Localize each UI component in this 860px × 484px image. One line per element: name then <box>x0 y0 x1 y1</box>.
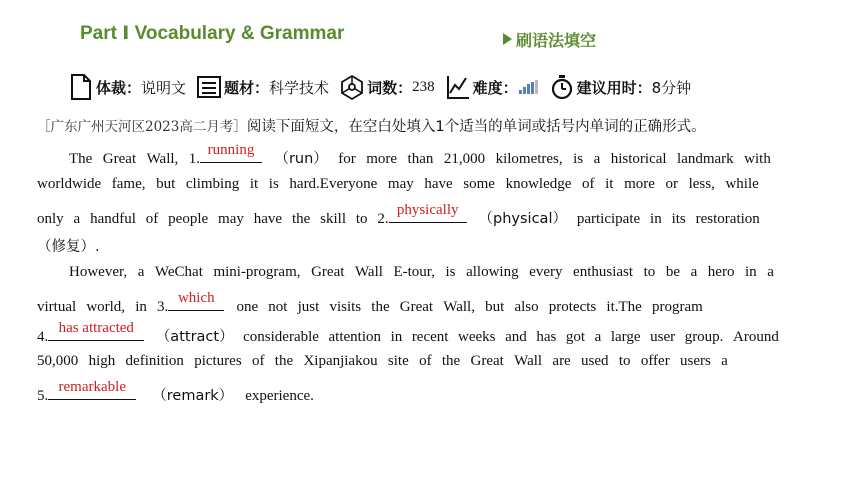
question-number: 5. <box>37 388 49 404</box>
topic-value: 科学技术 <box>269 78 330 97</box>
word: group. <box>684 329 724 345</box>
word: Great <box>311 264 345 280</box>
difficulty-bar <box>527 84 530 94</box>
word: of <box>145 211 159 227</box>
word: a <box>137 264 145 280</box>
word: Great <box>470 353 504 369</box>
difficulty-bar <box>531 82 534 94</box>
question-number: 3. <box>157 299 169 315</box>
question-number: 4. <box>37 329 49 345</box>
word: offer <box>640 353 670 369</box>
word: a <box>594 329 602 345</box>
word: pictures <box>194 353 242 369</box>
meta-genre <box>68 73 186 101</box>
word: Great <box>399 299 434 315</box>
word: to <box>618 353 631 369</box>
blank-2 <box>377 202 468 228</box>
word: attention <box>328 329 382 345</box>
word: Wall, <box>146 151 179 167</box>
word: is <box>268 176 279 192</box>
word: users <box>680 353 711 369</box>
word: a <box>593 151 601 167</box>
word: in <box>135 299 147 315</box>
word: protects <box>548 299 597 315</box>
word: just <box>297 299 320 315</box>
word: definition <box>125 353 184 369</box>
word: have <box>253 211 283 227</box>
word: the <box>371 299 390 315</box>
word: for <box>338 151 356 167</box>
word-hint: （run） <box>274 151 328 167</box>
time-value: 8分钟 <box>651 78 692 97</box>
word: mini-program, <box>213 264 301 280</box>
word: virtual <box>37 299 77 315</box>
word: has <box>536 329 557 345</box>
meta-difficulty <box>445 73 539 101</box>
word: The <box>69 151 93 167</box>
words-label: 词数： <box>367 78 413 97</box>
word: also <box>514 299 539 315</box>
word: WeChat <box>154 264 203 280</box>
word: Wall <box>354 264 383 280</box>
word: （attract） <box>155 329 234 345</box>
topic-label: 题材： <box>224 78 270 97</box>
difficulty-bar <box>523 87 526 94</box>
answer-text: physically <box>396 202 459 218</box>
passage-line <box>37 176 759 193</box>
word: high <box>88 353 116 369</box>
chart-icon <box>445 73 471 101</box>
word: with <box>744 151 771 167</box>
word: However, <box>69 264 128 280</box>
answer-blank[interactable] <box>200 142 262 163</box>
difficulty-bar <box>535 80 538 94</box>
passage-meta <box>68 70 788 104</box>
word: the <box>274 353 294 369</box>
answer-text: has attracted <box>58 320 134 336</box>
section-tag <box>503 28 596 51</box>
word: user <box>650 329 676 345</box>
play-triangle-icon <box>503 33 512 45</box>
passage-line <box>37 379 314 405</box>
word: but <box>485 299 505 315</box>
word: in <box>390 329 403 345</box>
word: fame, <box>111 176 146 192</box>
word: of <box>419 353 432 369</box>
word: less, <box>688 176 715 192</box>
word: 21,000 <box>443 151 486 167</box>
word: in <box>650 211 662 227</box>
word: the <box>291 211 311 227</box>
passage-line <box>69 142 771 168</box>
answer-blank[interactable] <box>48 320 144 341</box>
word: a <box>767 264 774 280</box>
word: considerable <box>243 329 319 345</box>
instruction-text: 阅读下面短文，在空白处填入1个适当的单词或括号内单词的正确形式。 <box>246 119 706 135</box>
word: （physical） <box>478 211 567 227</box>
word: in <box>745 264 757 280</box>
word: climbing <box>185 176 240 192</box>
word: and <box>505 329 527 345</box>
word: historical <box>610 151 667 167</box>
word: people <box>168 211 209 227</box>
word: of <box>582 176 595 192</box>
section-tag-label: 刷语法填空 <box>516 31 597 50</box>
word: of <box>251 353 265 369</box>
exercise-source <box>37 115 706 136</box>
word: participate <box>576 211 641 227</box>
word: experience. <box>245 388 314 404</box>
word: 50,000 <box>37 353 79 369</box>
word: than <box>407 151 434 167</box>
word: it.The <box>606 299 642 315</box>
answer-text: running <box>207 142 255 158</box>
passage-line <box>69 264 774 281</box>
answer-text: which <box>177 290 215 306</box>
word: to <box>643 264 656 280</box>
word: E-tour, <box>393 264 435 280</box>
genre-label: 体裁： <box>96 78 142 97</box>
word: Wall <box>514 353 543 369</box>
word: skill <box>320 211 346 227</box>
list-icon <box>196 73 222 101</box>
word: hero <box>707 264 735 280</box>
answer-blank[interactable] <box>389 202 467 223</box>
word: Around <box>733 329 779 345</box>
word: program <box>651 299 703 315</box>
meta-words <box>339 73 435 101</box>
word: is <box>573 151 584 167</box>
word: its <box>671 211 686 227</box>
word: be <box>665 264 680 280</box>
word: it <box>605 176 614 192</box>
document-icon <box>68 73 94 101</box>
word: are <box>552 353 571 369</box>
answer-blank[interactable] <box>168 290 224 311</box>
section-title: Part Ⅰ Vocabulary & Grammar <box>80 23 345 44</box>
word: used <box>581 353 609 369</box>
time-label: 建议用时： <box>576 78 652 97</box>
word: the <box>441 353 461 369</box>
word: but <box>156 176 176 192</box>
word: to <box>355 211 368 227</box>
word: landmark <box>677 151 734 167</box>
word: while <box>725 176 759 192</box>
word: some <box>463 176 495 192</box>
word: handful <box>90 211 136 227</box>
word: is <box>445 264 456 280</box>
difficulty-bars <box>519 80 539 94</box>
word: large <box>610 329 641 345</box>
word: one <box>236 299 259 315</box>
word: more <box>624 176 655 192</box>
meta-time <box>549 73 692 101</box>
passage-line <box>37 320 779 346</box>
passage-line <box>37 235 100 256</box>
word: not <box>268 299 288 315</box>
word: have <box>424 176 453 192</box>
word: recent <box>411 329 449 345</box>
passage-line <box>37 290 703 316</box>
word: restoration <box>695 211 760 227</box>
difficulty-label: 难度： <box>472 78 518 97</box>
answer-text: remarkable <box>58 379 126 395</box>
question-number: 1. <box>188 151 200 167</box>
word: site <box>387 353 409 369</box>
word: may <box>218 211 244 227</box>
word-hint: （remark） <box>152 388 234 404</box>
blank-4 <box>37 320 146 346</box>
difficulty-bar <box>519 90 522 94</box>
word: knowledge <box>505 176 572 192</box>
blank-3 <box>157 290 226 316</box>
blank-5 <box>37 379 138 405</box>
stopwatch-icon <box>549 73 575 101</box>
genre-value: 说明文 <box>141 78 187 97</box>
question-number: 2. <box>377 211 389 227</box>
answer-blank[interactable] <box>48 379 136 400</box>
word: more <box>366 151 398 167</box>
word: enthusiast <box>573 264 634 280</box>
word: or <box>665 176 678 192</box>
word: （修复）. <box>37 239 100 255</box>
word: a <box>721 353 728 369</box>
word: world, <box>86 299 126 315</box>
word: every <box>529 264 563 280</box>
word: only <box>37 211 64 227</box>
word: it <box>249 176 259 192</box>
word: a <box>690 264 698 280</box>
word: a <box>73 211 81 227</box>
word: kilometres, <box>495 151 563 167</box>
word: hard.Everyone <box>289 176 378 192</box>
network-icon <box>339 73 365 101</box>
passage-line <box>37 202 760 228</box>
word: Wall, <box>443 299 475 315</box>
word: Great <box>102 151 137 167</box>
word: allowing <box>466 264 519 280</box>
source-tag: ［广东广州天河区2023高二月考］ <box>37 119 247 135</box>
word: got <box>565 329 586 345</box>
word: worldwide <box>37 176 102 192</box>
word: Xipanjiakou <box>303 353 378 369</box>
words-value: 238 <box>412 78 435 95</box>
passage-line <box>37 353 728 370</box>
word: may <box>387 176 414 192</box>
word: weeks <box>458 329 496 345</box>
meta-topic <box>196 73 329 101</box>
blank-1 <box>188 142 264 168</box>
word: visits <box>329 299 362 315</box>
